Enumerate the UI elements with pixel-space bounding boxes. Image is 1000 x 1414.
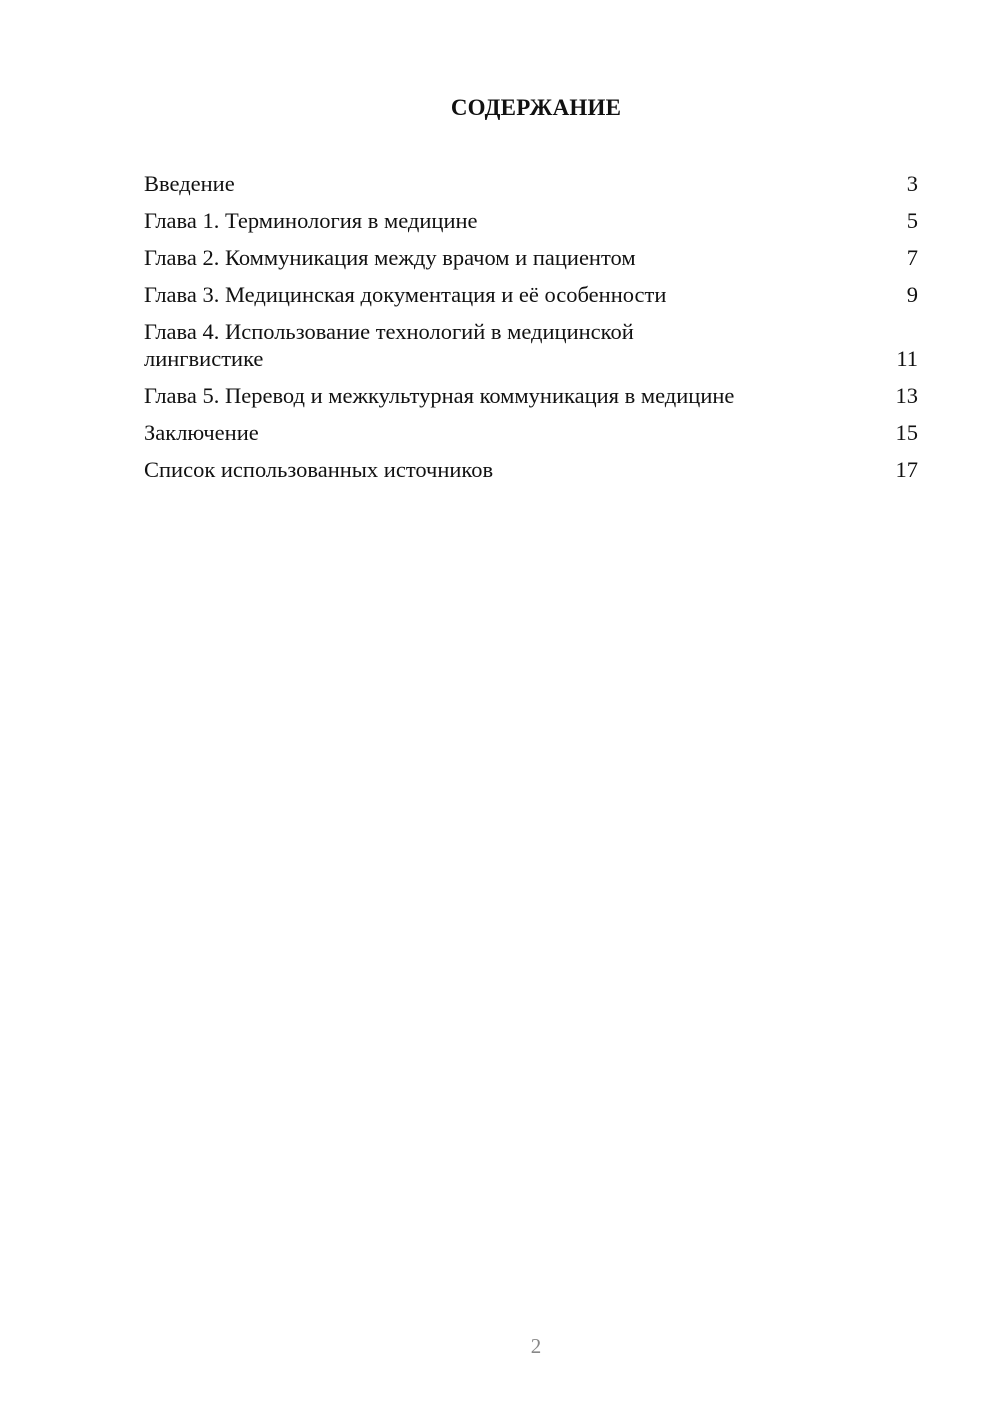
toc-entry-page: 11 bbox=[896, 346, 918, 371]
toc-heading: СОДЕРЖАНИЕ bbox=[450, 95, 622, 120]
toc-entry-introduction[interactable] bbox=[144, 170, 918, 197]
toc-entry-chapter-3[interactable] bbox=[144, 281, 918, 308]
toc-entry-page: 17 bbox=[895, 457, 918, 482]
toc-entry-conclusion[interactable] bbox=[144, 419, 918, 446]
toc-entry-title: Введение bbox=[144, 171, 235, 196]
page-number: 2 bbox=[530, 1334, 542, 1358]
toc-entry-title: Глава 5. Перевод и межкультурная коммуникация в медицине bbox=[144, 383, 735, 408]
toc-entry-references[interactable] bbox=[144, 456, 918, 483]
toc-entry-title: Список использованных источников bbox=[144, 457, 494, 482]
toc-entry-title: Заключение bbox=[144, 420, 259, 445]
toc-entry-title: Глава 2. Коммуникация между врачом и пациентом bbox=[144, 245, 636, 270]
toc-entry-page: 9 bbox=[906, 282, 918, 307]
table-of-contents bbox=[144, 170, 918, 493]
toc-entry-page: 13 bbox=[895, 383, 918, 408]
toc-entry-chapter-2[interactable] bbox=[144, 244, 918, 271]
toc-entry-page: 3 bbox=[906, 171, 918, 196]
toc-entry-chapter-4[interactable] bbox=[144, 318, 918, 372]
toc-entry-title: Глава 4. Использование технологий в медицинской лингвистике bbox=[144, 319, 634, 371]
toc-entry-page: 5 bbox=[906, 208, 918, 233]
toc-entry-page: 15 bbox=[895, 420, 918, 445]
toc-entry-title: Глава 3. Медицинская документация и её особенности bbox=[144, 282, 667, 307]
toc-entry-page: 7 bbox=[906, 245, 918, 270]
toc-entry-title: Глава 1. Терминология в медицине bbox=[144, 208, 478, 233]
toc-entry-chapter-5[interactable] bbox=[144, 382, 918, 409]
toc-entry-chapter-1[interactable] bbox=[144, 207, 918, 234]
